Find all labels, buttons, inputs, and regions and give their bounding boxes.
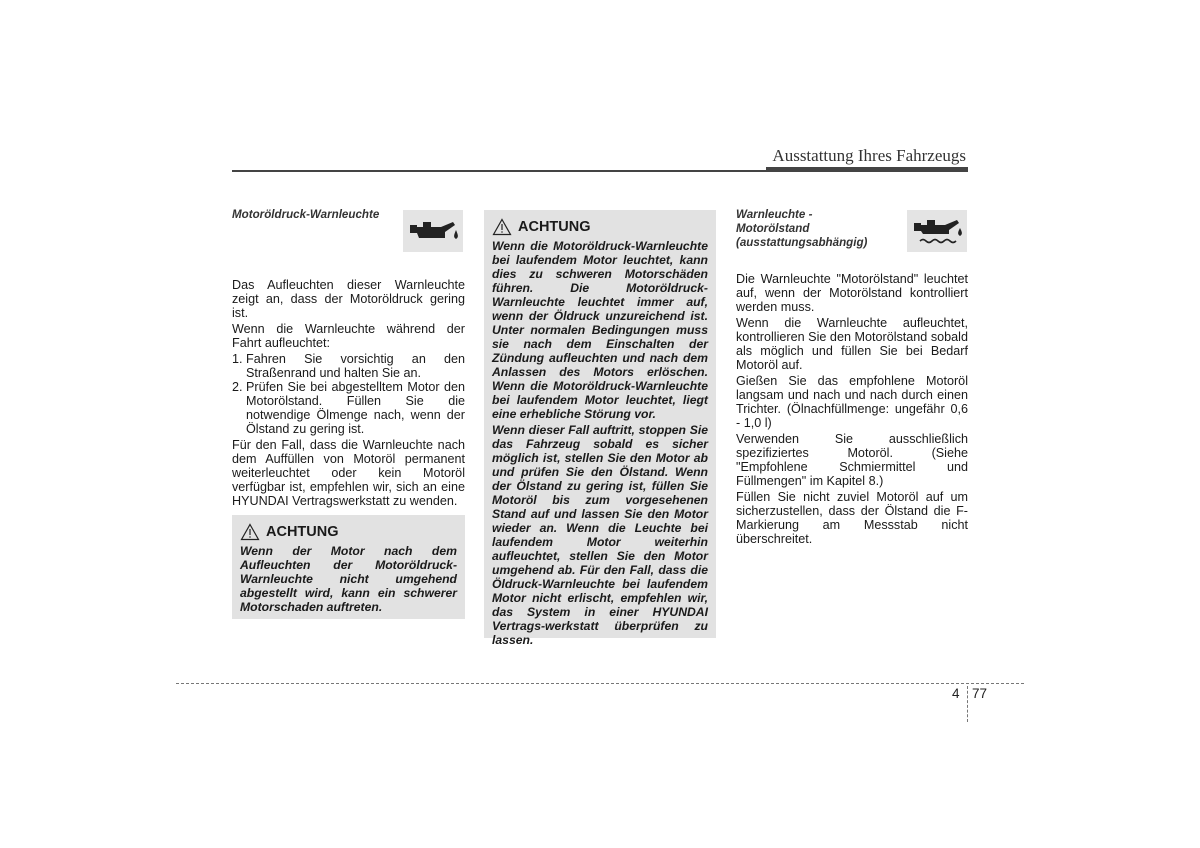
warning-text: Wenn dieser Fall auftritt, stoppen Sie das Fahrzeug sobald es sicher möglich ist, stellen Sie den Motor ab und prüfen Sie den Ölstand. Wenn der Ölstand zu gering ist, füllen Sie Motoröl bis zum vorgesehenen Stand auf und lassen Sie den Motor wieder an. Wenn die Leuchte bei laufendem Motor weiterhin aufleuchtet, stellen Sie den Motor umgehend ab. Für den Fall, dass die Öldruck-Warnleuchte bei laufendem Motor nicht erlischt, empfehlen wir, das System in einer HYUNDAI Vertrags-werkstatt überprüfen zu lassen. — [492, 423, 708, 647]
warning-box-oil-pressure — [484, 210, 716, 647]
warning-box-engine-stop — [232, 515, 465, 619]
list-item: 2. Prüfen Sie bei abgestelltem Motor den Motorölstand. Füllen Sie die notwendige Ölmenge nach, wenn der Ölstand zu gering ist. — [232, 380, 465, 436]
header-rule-accent — [766, 167, 968, 172]
warning-triangle-icon — [492, 218, 512, 236]
warning-text: Wenn der Motor nach dem Aufleuchten der Motoröldruck-Warnleuchte nicht umgehend abgestellt wird, kann ein schwerer Motorschaden auftreten. — [240, 544, 457, 614]
oil-pressure-icon-box — [403, 210, 463, 252]
header-rule — [232, 170, 766, 172]
warning-triangle-icon — [240, 523, 260, 541]
paragraph: Die Warnleuchte "Motorölstand" leuchtet auf, wenn der Motorölstand kontrolliert werden muss. — [736, 272, 968, 314]
warning-title: ACHTUNG — [266, 524, 339, 540]
oil-level-icon-box — [907, 210, 967, 252]
column-oil-level — [736, 208, 968, 548]
paragraph: Das Aufleuchten dieser Warnleuchte zeigt an, dass der Motoröldruck gering ist. — [232, 278, 465, 320]
warning-header — [484, 210, 716, 239]
chapter-number: 4 — [952, 686, 960, 701]
warning-header — [232, 515, 465, 544]
page-number: 77 — [972, 686, 988, 701]
footer-divider — [967, 686, 968, 722]
paragraph: Wenn die Warnleuchte während der Fahrt aufleuchtet: — [232, 322, 465, 350]
paragraph: Füllen Sie nicht zuviel Motoröl auf um sicherzustellen, dass der Ölstand die F-Markierung am Messstab nicht überschreitet. — [736, 490, 968, 546]
section-heading-oil-pressure: Motoröldruck-Warnleuchte — [232, 208, 380, 221]
section-heading-oil-level: Warnleuchte - Motorölstand (ausstattungsabhängig) — [736, 208, 868, 249]
paragraph: Verwenden Sie ausschließlich spezifiziertes Motoröl. (Siehe "Empfohlene Schmiermittel und Füllmengen" im Kapitel 8.) — [736, 432, 968, 488]
oil-level-warning-icon — [911, 216, 965, 248]
paragraph: Für den Fall, dass die Warnleuchte nach dem Auffüllen von Motoröl permanent weiterleuchtet oder kein Motoröl verfügbar ist, empfehlen wir, sich an eine HYUNDAI Vertragswerkstatt zu wenden. — [232, 438, 465, 508]
warning-text: Wenn die Motoröldruck-Warnleuchte bei laufendem Motor leuchtet, kann dies zu schweren Motorschäden führen. Die Motoröldruck-Warnleuchte leuchtet immer auf, wenn der Öldruck unzureichend ist. Unter normalen Bedingungen muss sie nach dem Einschalten der Zündung aufleuchten und nach dem Anlassen des Motors erlöschen. Wenn die Motoröldruck-Warnleuchte bei laufendem Motor leuchtet, liegt eine erhebliche Störung vor. — [492, 239, 708, 421]
paragraph: Wenn die Warnleuchte aufleuchtet, kontrollieren Sie den Motorölstand sobald als möglich und füllen Sie bei Bedarf Motoröl auf. — [736, 316, 968, 372]
list-item: 1. Fahren Sie vorsichtig an den Straßenrand und halten Sie an. — [232, 352, 465, 380]
page-header-title: Ausstattung Ihres Fahrzeugs — [772, 146, 966, 165]
warning-title: ACHTUNG — [518, 219, 591, 235]
column-oil-pressure — [232, 208, 465, 510]
steps-list — [232, 352, 465, 436]
footer-rule — [176, 683, 1024, 684]
paragraph: Gießen Sie das empfohlene Motoröl langsam und nach und nach durch einen Trichter. (Ölnachfüllmenge: ungefähr 0,6 - 1,0 l) — [736, 374, 968, 430]
oil-pressure-warning-icon — [407, 216, 461, 248]
